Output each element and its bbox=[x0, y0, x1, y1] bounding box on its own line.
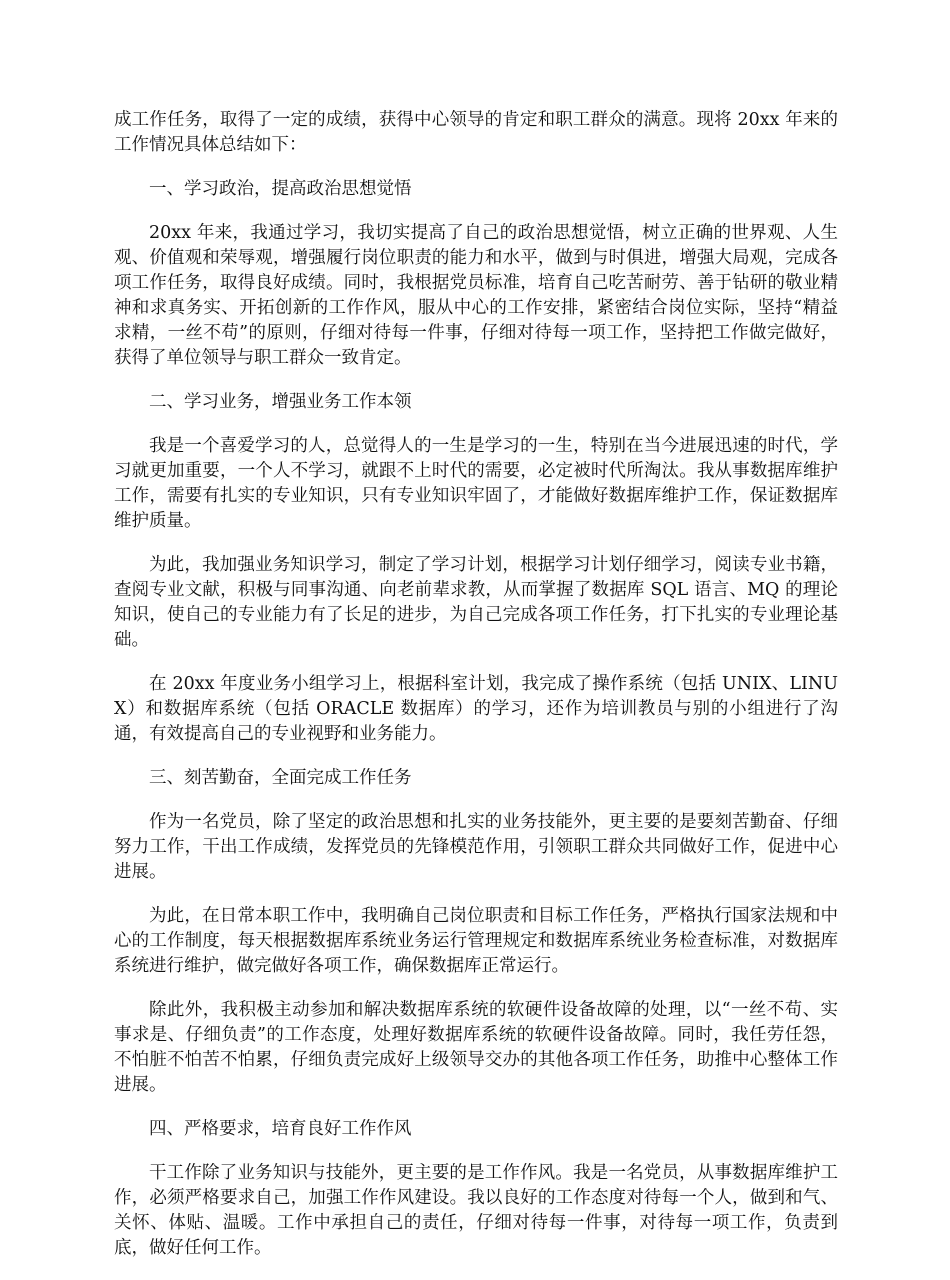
paragraph: 除此外，我积极主动参加和解决数据库系统的软硬件设备故障的处理，以“一丝不苟、实事求是、仔细负责”的工作态度，处理好数据库系统的软硬件设备故障。同时，我任劳任怨，不怕脏不怕苦不怕累，仔细负责完成好上级领导交办的其他各项工作任务，助推中心整体工作进展。 bbox=[114, 1000, 838, 1095]
paragraph: 作为一名党员，除了坚定的政治思想和扎实的业务技能外，更主要的是要刻苦勤奋、仔细努力工作，干出工作成绩，发挥党员的先锋模范作用，引领职工群众共同做好工作，促进中心进展。 bbox=[114, 812, 838, 882]
section-heading-2: 二、学习业务，增强业务工作本领 bbox=[149, 392, 412, 412]
paragraph: 我是一个喜爱学习的人，总觉得人的一生是学习的一生，特别在当今进展迅速的时代，学习就更加重要，一个人不学习，就跟不上时代的需要，必定被时代所淘汰。我从事数据库维护工作，需要有扎实的专业知识，只有专业知识牢固了，才能做好数据库维护工作，保证数据库维护质量。 bbox=[114, 436, 838, 531]
section-heading-4: 四、严格要求，培育良好工作作风 bbox=[149, 1119, 412, 1139]
section-heading-3: 三、刻苦勤奋，全面完成工作任务 bbox=[149, 768, 412, 788]
section-heading-1: 一、学习政治，提高政治思想觉悟 bbox=[149, 179, 412, 199]
paragraph: 在 20xx 年度业务小组学习上，根据科室计划，我完成了操作系统（包括 UNIX、LINUX）和数据库系统（包括 ORACLE 数据库）的学习，还作为培训教员与别的小组进行了沟通，有效提高自己的专业视野和业务能力。 bbox=[114, 674, 838, 744]
paragraph: 干工作除了业务知识与技能外，更主要的是工作作风。我是一名党员，从事数据库维护工作，必须严格要求自己，加强工作作风建设。我以良好的工作态度对待每一个人，做到和气、关怀、体贴、温暖。工作中承担自己的责任，仔细对待每一件事，对待每一项工作，负责到底，做好任何工作。 bbox=[114, 1163, 838, 1258]
paragraph: 为此，我加强业务知识学习，制定了学习计划，根据学习计划仔细学习，阅读专业书籍，查阅专业文献，积极与同事沟通、向老前辈求教，从而掌握了数据库 SQL 语言、MQ 的理论知识，使自己的专业能力有了长足的进步，为自己完成各项工作任务，打下扎实的专业理论基础。 bbox=[114, 555, 838, 650]
paragraph-intro: 成工作任务，取得了一定的成绩，获得中心领导的肯定和职工群众的满意。现将 20xx 年来的工作情况具体总结如下： bbox=[114, 110, 838, 155]
document-body bbox=[114, 108, 838, 1280]
paragraph: 为此，在日常本职工作中，我明确自己岗位职责和目标工作任务，严格执行国家法规和中心的工作制度，每天根据数据库系统业务运行管理规定和数据库系统业务检查标准，对数据库系统进行维护，做完做好各项工作，确保数据库正常运行。 bbox=[114, 906, 838, 976]
paragraph: 20xx 年来，我通过学习，我切实提高了自己的政治思想觉悟，树立正确的世界观、人生观、价值观和荣辱观，增强履行岗位职责的能力和水平，做到与时俱进，增强大局观，完成各项工作任务，取得良好成绩。同时，我根据党员标准，培育自己吃苦耐劳、善于钻研的敬业精神和求真务实、开拓创新的工作作风，服从中心的工作安排，紧密结合岗位实际，坚持“精益求精，一丝不苟”的原则，仔细对待每一件事，仔细对待每一项工作，坚持把工作做完做好，获得了单位领导与职工群众一致肯定。 bbox=[114, 223, 838, 368]
